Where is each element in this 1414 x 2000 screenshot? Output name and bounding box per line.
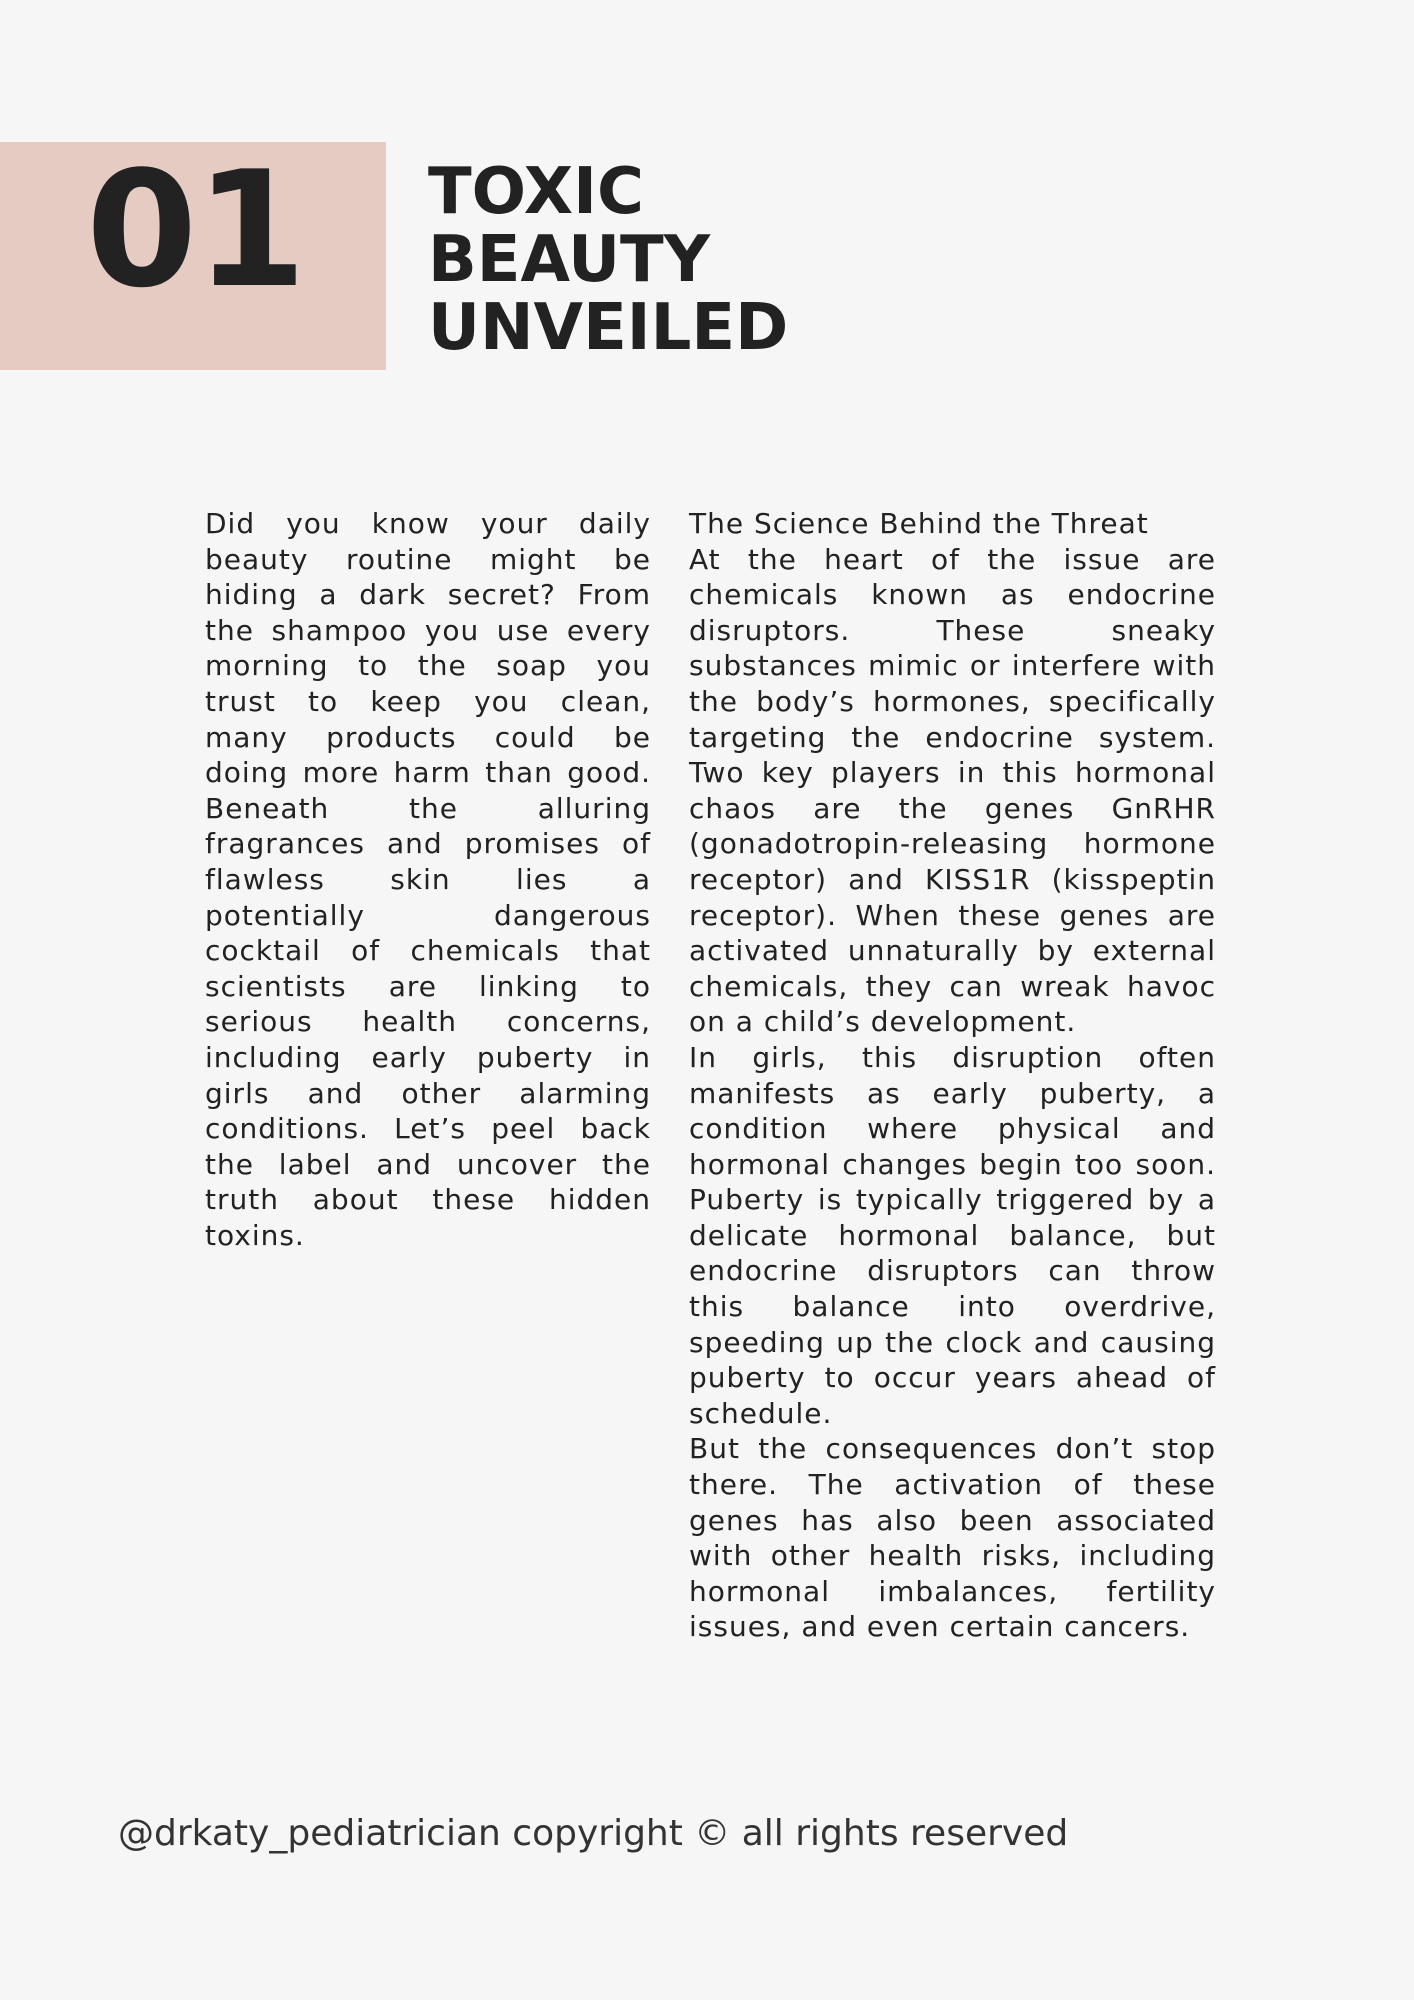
body-paragraph: In girls, this disruption often manifests as early puberty, a condition where physical and hormonal changes begin too soon. Puberty is typically triggered by a delicate hormonal balance, but endocrine disruptors can throw this balance into overdrive, speeding up the clock and causing puberty to occur years ahead of schedule. <box>689 1040 1216 1430</box>
section-heading: The Science Behind the Threat <box>689 507 1149 540</box>
chapter-title-line: TOXIC <box>428 155 644 229</box>
body-paragraph: But the consequences don’t stop there. The activation of these genes has also been associated with other health risks, including hormonal imbalances, fertility issues, and even certain cancers. <box>689 1432 1216 1644</box>
chapter-title <box>428 155 789 365</box>
intro-column <box>205 506 651 1253</box>
intro-paragraph: Did you know your daily beauty routine might be hiding a dark secret? From the shampoo you use every morning to the soap you trust to keep you clean, many products could be doing more harm than good. Beneath the alluring fragrances and promises of flawless skin lies a potentially dangerous cocktail of chemicals that scientists are linking to serious health concerns, including early puberty in girls and other alarming conditions. Let’s peel back the label and uncover the truth about these hidden toxins. <box>205 507 651 1252</box>
science-column <box>689 506 1216 1645</box>
chapter-title-line: UNVEILED <box>428 291 789 365</box>
copyright-footer: @drkaty_pediatrician copyright © all rights reserved <box>118 1813 1069 1854</box>
chapter-title-line: BEAUTY <box>428 223 711 297</box>
chapter-number: 01 <box>86 136 305 323</box>
body-paragraph: At the heart of the issue are chemicals known as endocrine disruptors. These sneaky substances mimic or interfere with the body’s hormones, specifically targeting the endocrine system. Two key players in this hormonal chaos are the genes GnRHR (gonadotropin-releasing hormone receptor) and KISS1R (kisspeptin receptor). When these genes are activated unnaturally by external chemicals, they can wreak havoc on a child’s development. <box>689 542 1216 1039</box>
